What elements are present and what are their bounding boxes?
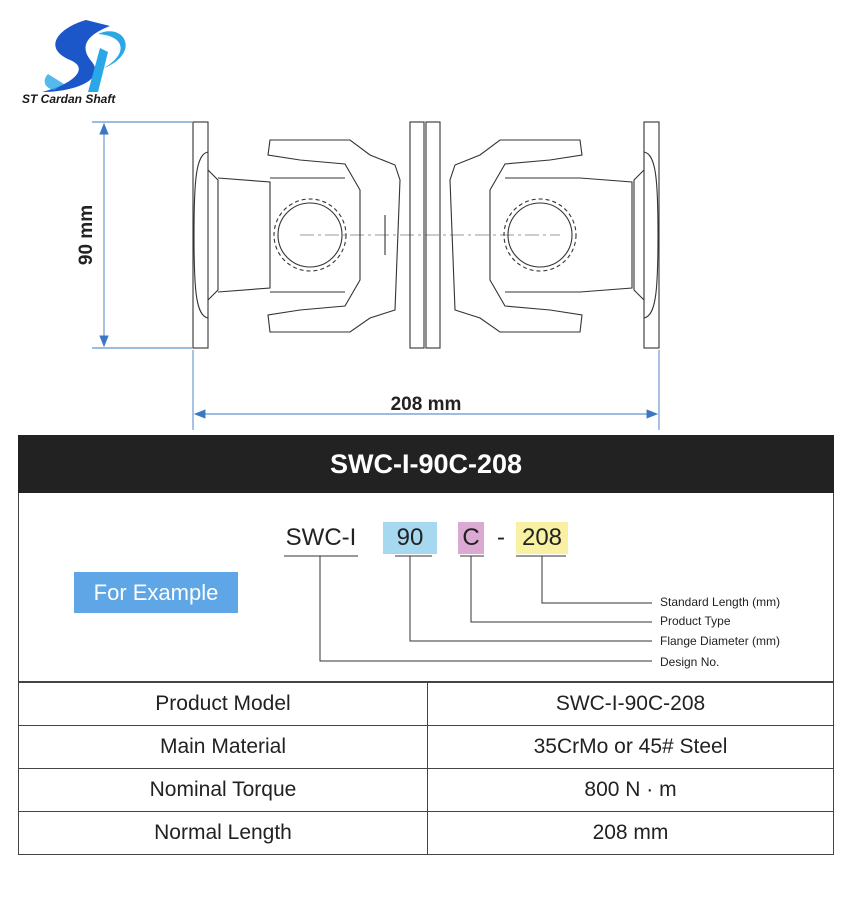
spec-label: Product Model	[19, 683, 428, 726]
table-row	[19, 812, 834, 855]
for-example-badge: For Example	[74, 572, 238, 613]
table-row	[19, 683, 834, 726]
code-flange-diameter: 90	[383, 522, 437, 554]
spec-label: Main Material	[19, 726, 428, 769]
code-prefix: SWC-I	[285, 524, 357, 551]
table-row	[19, 726, 834, 769]
spec-value: 208 mm	[428, 812, 834, 855]
spec-value: SWC-I-90C-208	[428, 683, 834, 726]
height-dimension-label: 90 mm	[76, 204, 97, 266]
code-product-type: C	[458, 522, 484, 554]
cardan-shaft-drawing	[0, 110, 852, 440]
spec-value: 35CrMo or 45# Steel	[428, 726, 834, 769]
table-row	[19, 769, 834, 812]
legend-flange-diameter: Flange Diameter (mm)	[660, 634, 781, 648]
width-dimension-label: 208 mm	[390, 394, 462, 415]
legend-design-no: Design No.	[660, 655, 720, 669]
code-standard-length: 208	[516, 522, 568, 554]
legend-product-type: Product Type	[660, 614, 731, 628]
model-title: SWC-I-90C-208	[18, 435, 834, 493]
spec-label: Normal Length	[19, 812, 428, 855]
spec-value: 800 N · m	[428, 769, 834, 812]
code-dash: -	[497, 524, 505, 551]
brand-name: ST Cardan Shaft	[22, 92, 116, 106]
spec-label: Nominal Torque	[19, 769, 428, 812]
specs-table	[18, 682, 834, 855]
legend-standard-length: Standard Length (mm)	[660, 595, 781, 609]
